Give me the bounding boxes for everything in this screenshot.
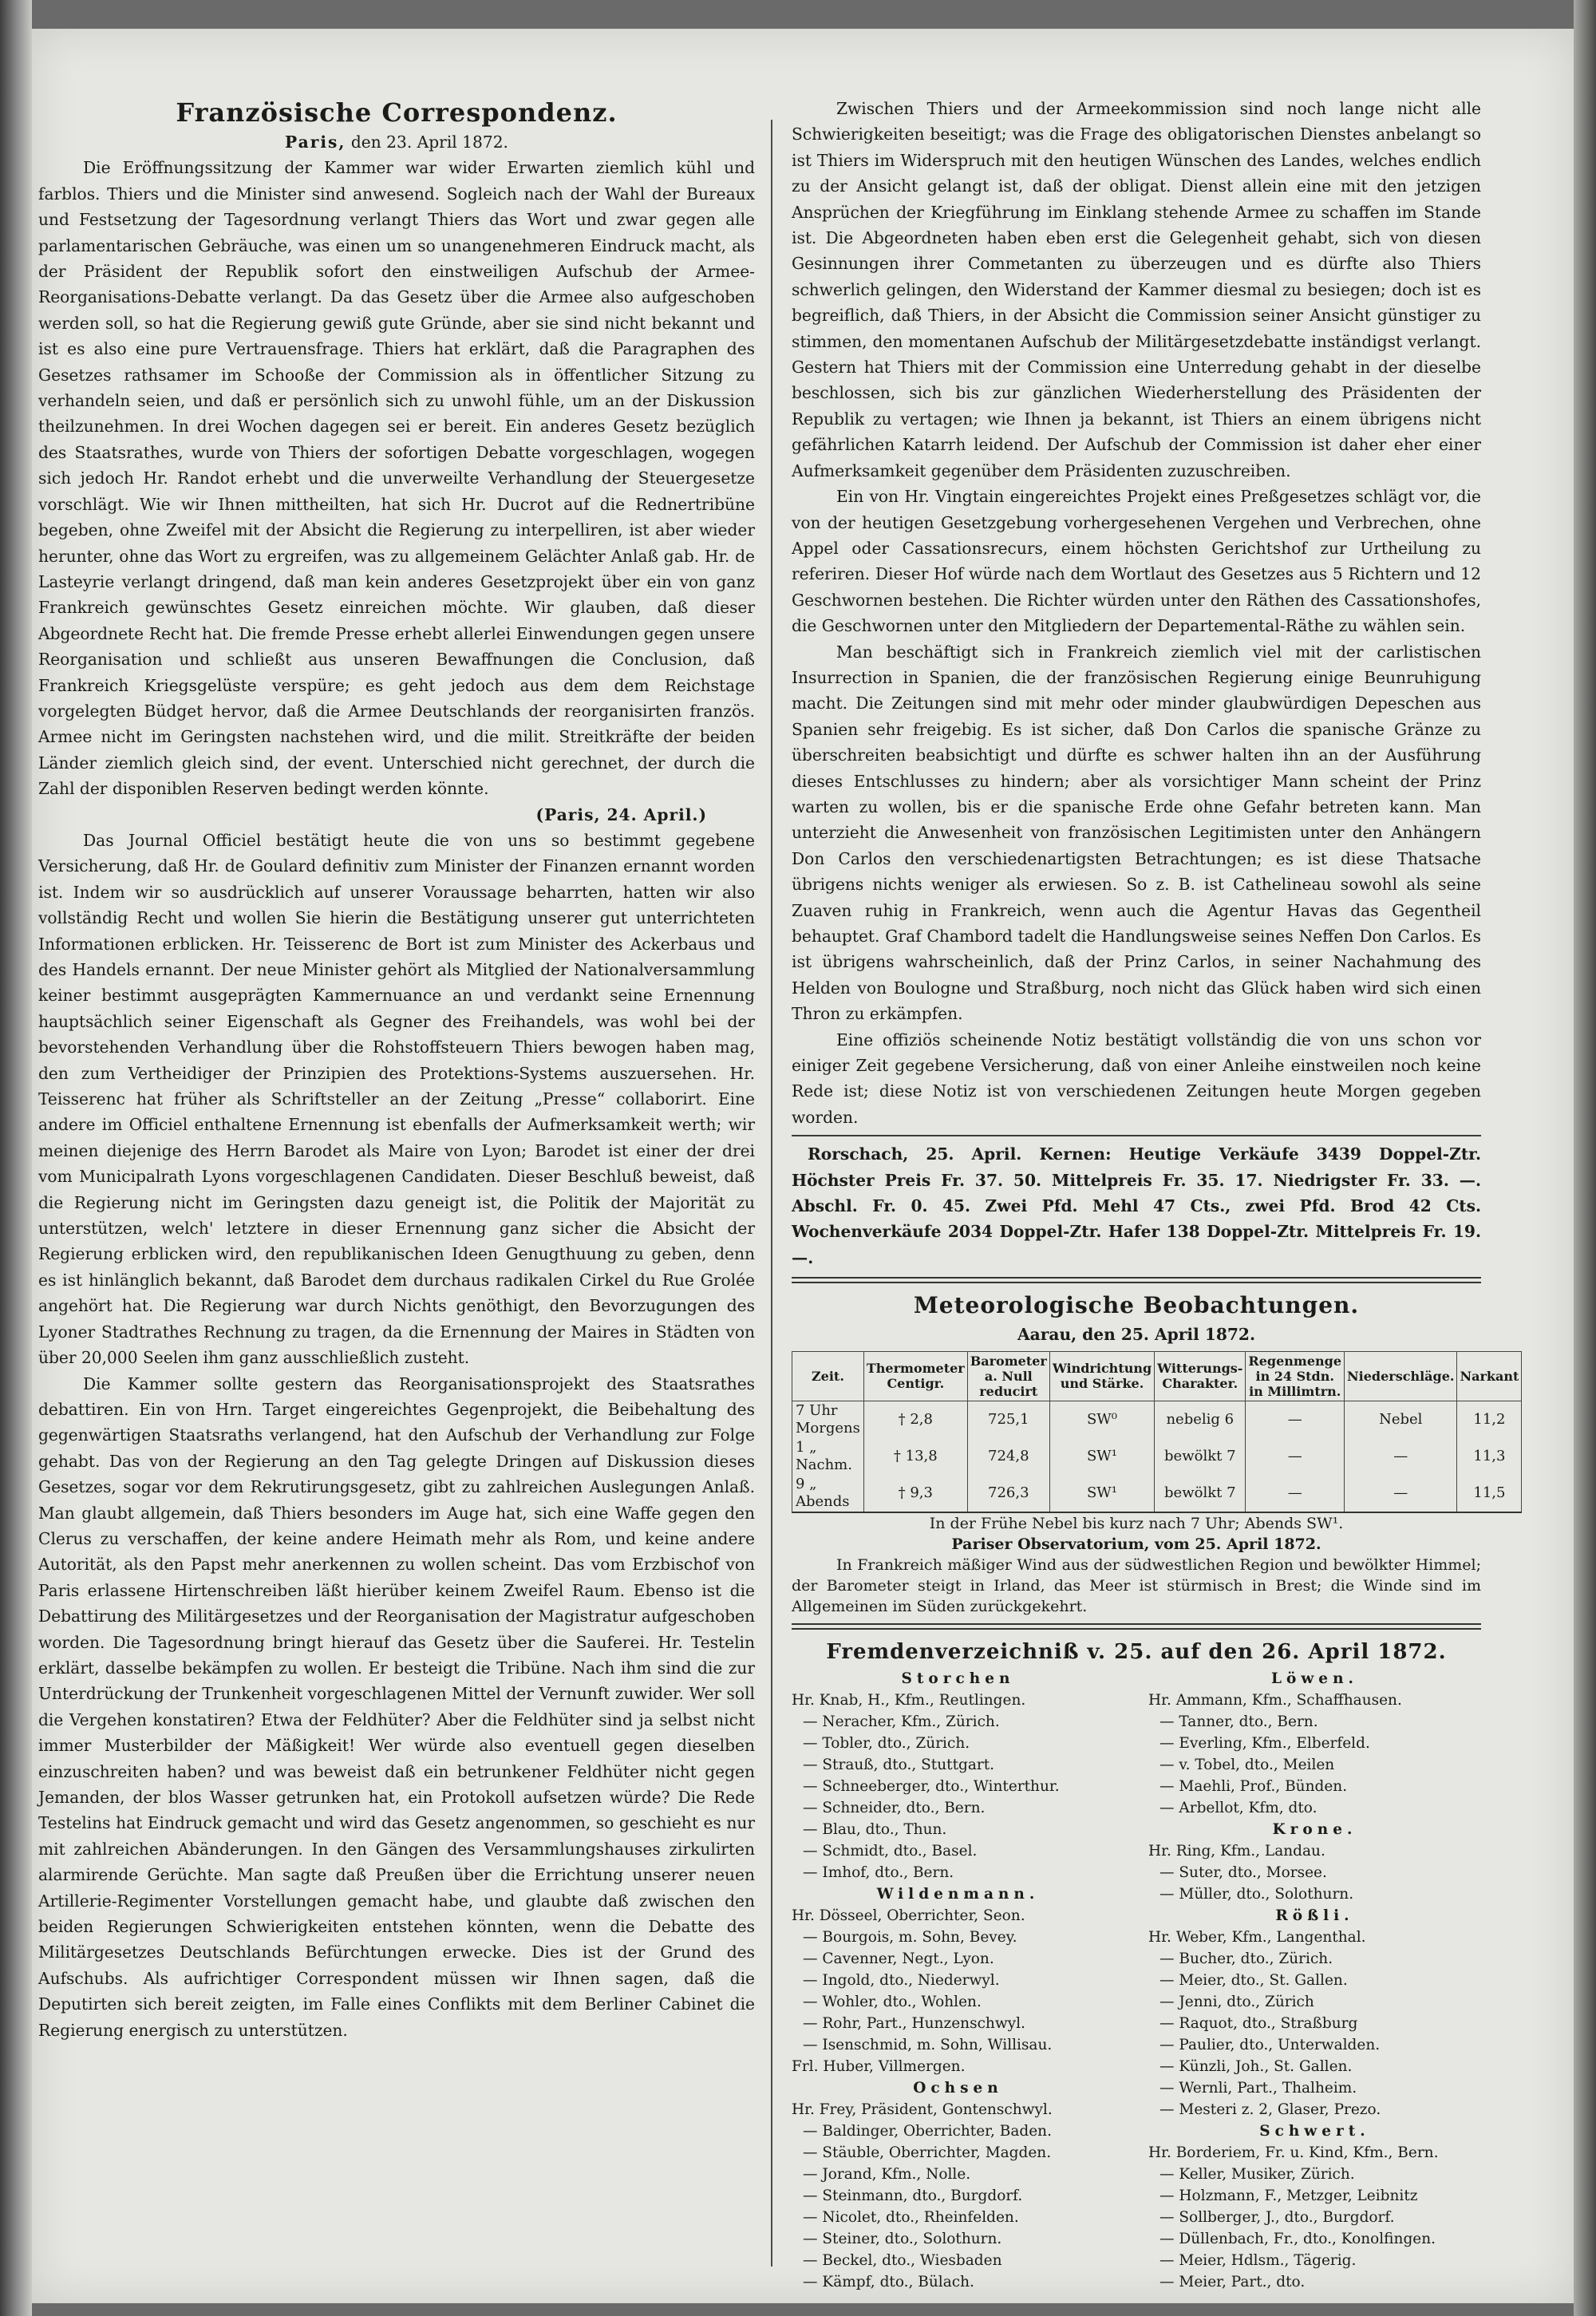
weather-cell: nebelig 6 — [1155, 1401, 1246, 1438]
weather-row — [792, 1438, 1522, 1475]
guest-entry: — Everling, Kfm., Elberfeld. — [1159, 1734, 1370, 1752]
guest-entry: Hr. Borderiem, Fr. u. Kind, Kfm., Bern. — [1148, 2144, 1439, 2161]
section-double-rule — [792, 1277, 1481, 1283]
weather-row — [792, 1475, 1522, 1512]
second-dateline: (Paris, 24. April.) — [535, 804, 707, 824]
weather-cell: — — [1246, 1475, 1345, 1512]
meteo-place-date: Aarau, den 25. April 1872. — [1017, 1325, 1255, 1345]
article-paragraph: Das Journal Officiel bestätigt heute die von uns so bestimmt gegebene Versicherung, daß Hr. de Goulard definitiv zum Minister der Finanzen ernannt worden ist. Indem wir so ausdrücklich auf unserer Voraussage beharrten, hatten wir also vollständig Recht und wollen Sie hierin die Bestätigung unserer gut unterrichteten Informationen erblicken. Hr. Teisserenc de Bort ist zum Minister des Ackerbaus und des Handels ernannt. Der neue Minister gehört als Mitglied der Nationalversammlung keiner bestimmt ausgeprägten Kammernuance an und verdankt seine Ernennung hauptsächlich seiner Eigenschaft als Gegner des Freihandels, was wohl bei der bevorstehenden Verhandlung über die Rohstoffsteuern Thiers bewogen haben mag, den zum Vertheidiger der Prinzipien des Protektions-Systems auszuersehen. Hr. Teisserenc hat früher als Schriftsteller an der Zeitung „Presse“ collaborirt. Eine andere im Officiel enthaltene Ernennung ist ebenfalls der Aufmerksamkeit werth; wir meinen diejenige des Herrn Barodet als Maire von Lyon; Barodet ist einer der drei vom Municipalrath Lyons vorgeschlagenen Candidaten. Dieser Beschluß beweist, daß die Regierung nicht im Geringsten dazu geneigt ist, die Politik der Majorität zu unterstützen, welch' letztere in dieser Ernennung ganz sicher die Absicht der Regierung erblicken wird, den republikanischen Ideen Genugthuung zu geben, denn es ist hinlänglich bekannt, daß Barodet dem durchaus radikalen Cirkel du Rue Grolée angehört hat. Die Regierung war durch Nichts genöthigt, den Bevorzugungen des Lyoner Stadtrathes Rechnung zu tragen, da die Ernennung der Maires in Städten von über 20,000 Seelen ihm ganz ausschließlich zusteht. — [38, 830, 755, 1368]
guest-list-column-1 — [792, 1668, 1124, 2293]
weather-header-cell: Windrichtung und Stärke. — [1049, 1351, 1154, 1401]
guest-lists — [792, 1668, 1481, 2293]
weather-cell: † 2,8 — [863, 1401, 967, 1438]
weather-header-cell: Narkant — [1457, 1351, 1522, 1401]
guest-entry: Hr. Dösseel, Oberrichter, Seon. — [792, 1907, 1025, 1924]
guest-entry: — Isenschmid, m. Sohn, Willisau. — [803, 2036, 1053, 2053]
weather-cell: 1 „ Nachm. — [792, 1438, 864, 1475]
right-column — [792, 96, 1519, 2290]
weather-table-body — [792, 1401, 1522, 1512]
page-edge-shadow — [1574, 0, 1596, 2316]
article-paragraph: Die Eröffnungssitzung der Kammer war wider Erwarten ziemlich kühl und farblos. Thiers und die Minister sind anwesend. Sogleich nach der Wahl der Bureaux und Festsetzung der Tagesordnung verlangt Thiers das Wort und zwar gegen alle parlamentarischen Gebräuche, was einen um so unangenehmeren Eindruck macht, als der Präsident der Republik sofort den einstweiligen Aufschub der Armee-Reorganisations-Debatte verlangt. Da das Gesetz über die Armee also aufgeschoben werden soll, so hat die Regierung gewiß gute Gründe, aber sie sind nicht bekannt und ist es also eine pure Vertrauensfrage. Thiers hat erklärt, daß die Paragraphen des Gesetzes rathsamer im Schooße der Commission als in öffentlicher Sitzung zu verhandeln seien, und daß er persönlich sich zu unwohl fühle, um an der Diskussion theilzunehmen. In drei Wochen dagegen sei er bereit. Ein anderes Gesetz bezüglich des Staatsrathes, wurde von Thiers der sofortigen Debatte vorgeschlagen, wogegen sich jedoch Hr. Randot erhebt und die unverweilte Verhandlung der Steuergesetze vorschlägt. Wie wir Ihnen mittheilten, hat sich Hr. Ducrot auf die Rednertribüne begeben, ohne Zweifel mit der Absicht die Regierung zu interpelliren, ist aber wieder herunter, ohne das Wort zu ergreifen, was zu allgemeinem Gelächter Anlaß gab. Hr. de Lasteyrie verlangt dringend, daß man kein anderes Gesetzprojekt über ein von ganz Frankreich gewünschtes Gesetz einreichen möchte. Wir glauben, daß dieser Abgeordnete Recht hat. Die fremde Presse erhebt allerlei Einwendungen gegen unsere Reorganisation und schließt aus unseren Bewaffnungen die Conclusion, daß Frankreich Kriegsgelüste verspüre; es geht jedoch aus dem dem Reichstage vorgelegten Büdget hervor, daß die Armee Deutschlands der reorganisirten französ. Armee nicht im Geringsten nachstehen wird, und die milit. Streitkräfte der beiden Länder ziemlich gleich sind, der event. Unterschied nicht gerechnet, der durch die Zahl der disponiblen Reserven bedingt werden könnte. — [38, 158, 755, 799]
weather-header-cell: Zeit. — [792, 1351, 864, 1401]
observatory-report: In Frankreich mäßiger Wind aus der südwestlichen Region und bewölkter Himmel; der Barometer steigt in Irland, das Meer ist stürmisch in Brest; die Winde sind im Allgemeinen im Süden zurückgekehrt. — [792, 1555, 1481, 1615]
guest-entry: Hr. Frey, Präsident, Gontenschwyl. — [792, 2101, 1053, 2118]
weather-row — [792, 1401, 1522, 1438]
guest-entry: — Tanner, dto., Bern. — [1159, 1713, 1318, 1730]
weather-header-cell: Witterungs-Charakter. — [1155, 1351, 1246, 1401]
weather-cell: — — [1345, 1438, 1457, 1475]
guest-entry: — Müller, dto., Solothurn. — [1159, 1885, 1354, 1903]
meteo-title: Meteorologische Beobachtungen. — [913, 1292, 1360, 1319]
guest-entry: — Keller, Musiker, Zürich. — [1159, 2165, 1355, 2183]
guest-entry: — Mesteri z. 2, Glaser, Prezo. — [1159, 2101, 1381, 2118]
guest-entry: — Düllenbach, Fr., dto., Konolfingen. — [1159, 2230, 1436, 2247]
weather-cell: 11,2 — [1457, 1401, 1522, 1438]
hotel-name: Rößli. — [1275, 1907, 1354, 1924]
guest-entry: — Baldinger, Oberrichter, Baden. — [803, 2122, 1052, 2140]
section-rule — [792, 1135, 1481, 1136]
dateline-place: Paris, — [285, 132, 346, 152]
guest-entry: — Paulier, dto., Unterwalden. — [1159, 2036, 1381, 2053]
guest-entry: Hr. Knab, H., Kfm., Reutlingen. — [792, 1691, 1026, 1709]
guest-entry: — Schmidt, dto., Basel. — [803, 1842, 978, 1860]
section-double-rule — [792, 1623, 1481, 1630]
weather-cell: 11,5 — [1457, 1475, 1522, 1512]
guest-entry: Hr. Weber, Kfm., Langenthal. — [1148, 1928, 1366, 1946]
guest-entry: — Stäuble, Oberrichter, Magden. — [803, 2144, 1052, 2161]
article-paragraph: Eine offiziös scheinende Notiz bestätigt vollständig die von uns schon vor einiger Zeit gegebene Versicherung, daß von einer Anleihe einstweilen noch keine Rede ist; diese Notiz ist von verschiedenen Zeitungen heute Morgen gegeben worden. — [792, 1030, 1481, 1127]
weather-cell: SW⁰ — [1049, 1401, 1154, 1438]
guest-entry: — Steiner, dto., Solothurn. — [803, 2230, 1002, 2247]
guest-entry: Frl. Huber, Villmergen. — [792, 2057, 966, 2075]
article-paragraph: Man beschäftigt sich in Frankreich ziemlich viel mit der carlistischen Insurrection in Spanien, die der französischen Regierung einige Beunruhigung macht. Die Zeitungen sind mit mehr oder minder glaubwürdigen Depeschen aus Spanien sehr freigebig. Es ist sicher, daß Don Carlos die spanische Gränze zu überschreiten beabsichtigt und dürfte es schwer halten ihn an der Ausführung dieses Entschlusses zu hindern; aber als vorsichtiger Mann scheint der Prinz warten zu wollen, bis er die spanische Erde ohne Gefahr betreten kann. Man unterzieht die Anwesenheit von französischen Legitimisten unter den Anhängern Don Carlos den verschiedenartigsten Betrachtungen; es ist diese Thatsache übrigens nichts weniger als erwiesen. So z. B. ist Cathelineau sowohl als seine Zuaven ruhig in Frankreich, wenn auch die Agentur Havas das Gegentheil behauptet. Graf Chambord tadelt die Handlungsweise seines Neffen Don Carlos. Es ist übrigens wahrscheinlich, daß der Prinz Carlos, in seiner Nachahmung des Helden von Boulogne und Straßburg, noch nicht das Glück haben wird sich einen Thron zu erkämpfen. — [792, 642, 1481, 1024]
hotel-name: Schwert. — [1259, 2122, 1370, 2140]
hotel-name: Löwen. — [1271, 1670, 1358, 1687]
weather-cell: — — [1246, 1401, 1345, 1438]
guest-entry: — Kämpf, dto., Bülach. — [803, 2273, 974, 2290]
guest-entry: — Bourgois, m. Sohn, Bevey. — [803, 1928, 1017, 1946]
market-report: Rorschach, 25. April. Kernen: Heutige Verkäufe 3439 Doppel-Ztr. Höchster Preis Fr. 37. 50. Mittelpreis Fr. 35. 17. Niedrigster Fr. 33. —. Abschl. Fr. 0. 45. Zwei Pfd. Mehl 47 Cts., zwei Pfd. Brod 42 Cts. Wochenverkäufe 2034 Doppel-Ztr. Hafer 138 Doppel-Ztr. Mittelpreis Fr. 19. —. — [792, 1144, 1481, 1267]
weather-table-header — [792, 1351, 1522, 1401]
weather-cell: SW¹ — [1049, 1475, 1154, 1512]
weather-cell: 725,1 — [967, 1401, 1049, 1438]
article-paragraph: Ein von Hr. Vingtain eingereichtes Projekt eines Preßgesetzes schlägt vor, die von der heutigen Gesetzgebung vorhergesehenen Vergehen und Verbrechen, ohne Appel oder Cassationsrecurs, einem höchsten Gerichtshof zur Urtheilung zu referiren. Dieser Hof würde nach dem Wortlaut des Gesetzes aus 5 Richtern und 12 Geschwornen bestehen. Die Richter würden unter den Räthen des Cassationshofes, die Geschwornen unter den Mitgliedern der Departemental-Räthe zu wählen sein. — [792, 487, 1481, 636]
guest-entry: — Raquot, dto., Straßburg — [1159, 2014, 1358, 2032]
guest-entry: — Suter, dto., Morsee. — [1159, 1863, 1327, 1881]
guest-entry: — Beckel, dto., Wiesbaden — [803, 2251, 1002, 2269]
weather-cell: 7 Uhr Morgens — [792, 1401, 864, 1438]
observatory-heading: Pariser Observatorium, vom 25. April 1872. — [951, 1535, 1321, 1553]
guest-entry: — Wohler, dto., Wohlen. — [803, 1993, 982, 2010]
dateline-date: den 23. April 1872. — [350, 132, 508, 152]
guest-list-title: Fremdenverzeichniß v. 25. auf den 26. April 1872. — [826, 1639, 1447, 1664]
guest-entry: — Imhof, dto., Bern. — [803, 1863, 954, 1881]
article-paragraph: Zwischen Thiers und der Armeekommission sind noch lange nicht alle Schwierigkeiten beseitigt; was die Frage des obligatorischen Dienstes anbelangt so ist Thiers im Widerspruch mit den heutigen Wünschen des Landes, welches endlich zu der Ansicht gelangt ist, daß der obligat. Dienst allein eine mit den jetzigen Ansprüchen der Kriegführung im Einklang stehende Armee zu schaffen im Stande ist. Die Abgeordneten haben eben erst die Gelegenheit gehabt, sich von diesen Gesinnungen ihrer Commetanten zu überzeugen und es dürfte also Thiers schwerlich gelingen, den Widerstand der Kammer diesmal zu besiegen; doch ist es begreiflich, daß Thiers, in der Absicht die Commission seiner Ansicht günstiger zu stimmen, den momentanen Aufschub der Militärgesetzdebatte inständigst verlangt. Gestern hat Thiers mit der Commission eine Unterredung gehabt in der dieselbe beschlossen, sich bis zur gänzlichen Wiederherstellung des Präsidenten der Republik zu vertagen; wie Ihnen ja bekannt, ist Thiers an einem übrigens nicht gefährlichen Katarrh leidend. Der Aufschub der Commission ist daher eher einer Aufmerksamkeit gegenüber dem Präsidenten zuzuschreiben. — [792, 99, 1481, 480]
weather-cell: 9 „ Abends — [792, 1475, 864, 1512]
guest-entry: — Künzli, Joh., St. Gallen. — [1159, 2057, 1353, 2075]
guest-entry: — Nicolet, dto., Rheinfelden. — [803, 2208, 1019, 2226]
weather-cell: 11,3 — [1457, 1438, 1522, 1475]
book-spine-shadow — [0, 0, 32, 2316]
hotel-name: Wildenmann. — [876, 1885, 1040, 1903]
hotel-name: Storchen — [901, 1670, 1015, 1687]
article-dateline — [38, 129, 755, 155]
guest-entry: Hr. Ring, Kfm., Landau. — [1148, 1842, 1325, 1860]
weather-cell: † 13,8 — [863, 1438, 967, 1475]
guest-list-column-2 — [1148, 1668, 1481, 2293]
weather-header-cell: Barometer a. Null reducirt — [967, 1351, 1049, 1401]
article-paragraph: Die Kammer sollte gestern das Reorganisationsprojekt des Staatsrathes debattiren. Ein von Hrn. Target eingereichtes Gegenprojekt, die Beibehaltung des gegenwärtigen Staatsraths verlangend, hat den Aufschub der Verhandlung zur Folge gehabt. Das von der Regierung an den Tag gelegte Dringen auf Diskussion dieses Gesetzes, sogar vor dem Rekrutirungsgesetz, gibt zu zahlreichen Auslegungen Anlaß. Man glaubt allgemein, daß Thiers besonders im Auge hat, sich eine Waffe gegen den Clerus zu verschaffen, der keine andere Heimath mehr als Rom, und keine andere Autorität, als den Papst mehr anerkennen zu wollen scheint. Das vom Erzbischof von Paris erlassene Hirtenschreiben läßt hierüber keinem Zweifel Raum. Ebenso ist die Debattirung des Militärgesetzes und der Reorganisation der Magistratur aufgeschoben worden. Die Tagesordnung bringt hierauf das Gesetz über die Sauferei. Hr. Testelin erklärt, dasselbe bekämpfen zu wollen. Er besteigt die Tribüne. Nach ihm sind die zur Unterdrückung der Trunkenheit vorgeschlagenen Mittel der Vernunft zuwider. Wer soll die Vergehen konstatiren? Etwa der Feldhüter? Aber die Feldhüter sind ja selbst nicht immer Musterbilder der Mäßigkeit! Wer würde also eventuell gegen dieselben einzuschreiten haben? und was beweist daß ein betrunkener Feldhüter nicht gegen Jemanden, der blos Wasser getrunken hat, ein Protokoll aufsetzen würde? Die Rede Testelins hat Eindruck gemacht und wird das Gesetz angenommen, so geschieht es nur mit zahlreichen Abänderungen. In den Gängen des Versammlungshauses zirkulirten alarmirende Gerüchte. Man sagte daß Preußen über die Errichtung unserer neuen Artillerie-Regimenter Vorstellungen gemacht habe, und glaubte daß zwischen den beiden Regierungen Schwierigkeiten entstehen könnten, wenn die Debatte des Militärgesetzes Deutschlands Befürchtungen erwecke. Dies ist der Grund des Aufschubs. Als aufrichtiger Correspondent müssen wir Ihnen sagen, daß die Deputirten sich bereit zeigten, im Falle eines Conflikts mit dem Berliner Cabinet die Regierung energisch zu unterstützen. — [38, 1373, 755, 2040]
weather-cell: 724,8 — [967, 1438, 1049, 1475]
guest-entry: — Maehli, Prof., Bünden. — [1159, 1777, 1348, 1795]
weather-header-cell: Niederschläge. — [1345, 1351, 1457, 1401]
column-divider — [771, 120, 772, 2267]
weather-cell: † 9,3 — [863, 1475, 967, 1512]
guest-entry: — Blau, dto., Thun. — [803, 1820, 947, 1838]
hotel-name: Ochsen — [913, 2079, 1003, 2097]
guest-entry: — Jenni, dto., Zürich — [1159, 1993, 1314, 2010]
weather-table — [792, 1351, 1522, 1513]
guest-entry: Hr. Ammann, Kfm., Schaffhausen. — [1148, 1691, 1402, 1709]
weather-cell: Nebel — [1345, 1401, 1457, 1438]
guest-entry: — Ingold, dto., Niederwyl. — [803, 1971, 1000, 1989]
guest-entry: — Strauß, dto., Stuttgart. — [803, 1756, 995, 1773]
guest-entry: — Jorand, Kfm., Nolle. — [803, 2165, 971, 2183]
guest-entry: — Holzmann, F., Metzger, Leibnitz — [1159, 2187, 1418, 2204]
guest-entry: — Steinmann, dto., Burgdorf. — [803, 2187, 1023, 2204]
guest-entry: — Cavenner, Negt., Lyon. — [803, 1950, 994, 1967]
weather-header-cell: Thermometer Centigr. — [863, 1351, 967, 1401]
guest-entry: — Meier, Part., dto. — [1159, 2273, 1306, 2290]
guest-entry: — Arbellot, Kfm, dto. — [1159, 1799, 1317, 1816]
meteo-note: In der Frühe Nebel bis kurz nach 7 Uhr; Abends SW¹. — [929, 1514, 1344, 1532]
guest-entry: — Meier, dto., St. Gallen. — [1159, 1971, 1348, 1989]
guest-entry: — Neracher, Kfm., Zürich. — [803, 1713, 1000, 1730]
guest-entry: — Meier, Hdlsm., Tägerig. — [1159, 2251, 1357, 2269]
guest-entry: — Rohr, Part., Hunzenschwyl. — [803, 2014, 1025, 2032]
left-column — [38, 96, 755, 2275]
article-headline: Französische Correspondenz. — [176, 97, 618, 128]
guest-entry: — v. Tobel, dto., Meilen — [1159, 1756, 1335, 1773]
weather-cell: bewölkt 7 — [1155, 1438, 1246, 1475]
guest-entry: — Schneider, dto., Bern. — [803, 1799, 986, 1816]
weather-cell: 726,3 — [967, 1475, 1049, 1512]
weather-cell: SW¹ — [1049, 1438, 1154, 1475]
weather-header-cell: Regenmenge in 24 Stdn. in Millimtrn. — [1246, 1351, 1345, 1401]
guest-entry: — Bucher, dto., Zürich. — [1159, 1950, 1333, 1967]
hotel-name: Krone. — [1272, 1820, 1357, 1838]
guest-entry: — Sollberger, J., dto., Burgdorf. — [1159, 2208, 1395, 2226]
weather-cell: — — [1246, 1438, 1345, 1475]
weather-cell: — — [1345, 1475, 1457, 1512]
weather-cell: bewölkt 7 — [1155, 1475, 1246, 1512]
guest-entry: — Tobler, dto., Zürich. — [803, 1734, 970, 1752]
guest-entry: — Schneeberger, dto., Winterthur. — [803, 1777, 1060, 1795]
guest-entry: — Wernli, Part., Thalheim. — [1159, 2079, 1357, 2097]
